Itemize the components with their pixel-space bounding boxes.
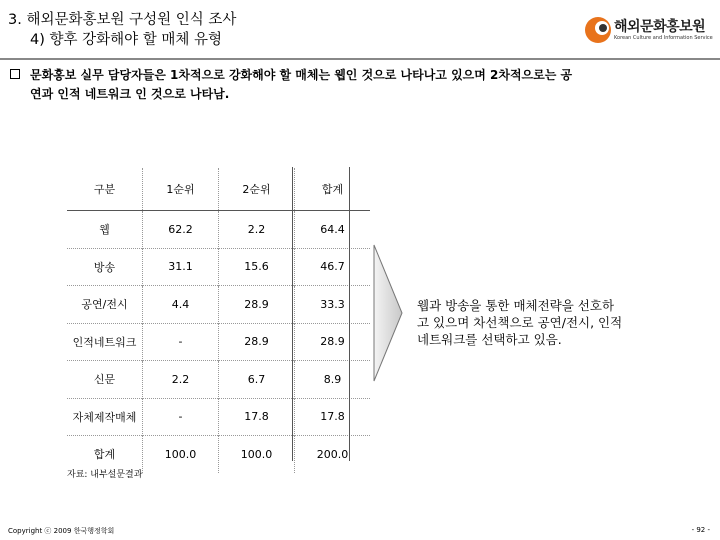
table-cell: 28.9: [219, 286, 295, 324]
row-label: 합계: [67, 436, 143, 473]
bullet-line-2: 연과 인적 네트워크 인 것으로 나타남.: [30, 87, 230, 101]
media-priority-table: [67, 168, 370, 473]
table-cell: 15.6: [219, 248, 295, 286]
title-line-1: 3. 해외문화홍보원 구성원 인식 조사: [8, 12, 237, 28]
table-cell: 17.8: [295, 398, 371, 436]
table-cell: 2.2: [143, 361, 219, 399]
logo-name: 해외문화홍보원: [614, 19, 706, 35]
table-row: [67, 361, 370, 399]
checkbox-bullet-icon: [10, 69, 20, 79]
table-cell: 2.2: [219, 211, 295, 249]
row-label: 신문: [67, 361, 143, 399]
arrow-right-icon: [372, 243, 404, 383]
table-cell: 31.1: [143, 248, 219, 286]
table-cell: 64.4: [295, 211, 371, 249]
conclusion-line-2: 고 있으며 차선책으로 공연/전시, 인적: [417, 315, 623, 330]
row-label: 인적네트워크: [67, 323, 143, 361]
table-row: [67, 323, 370, 361]
source-note: 자료: 내부설문결과: [67, 470, 143, 480]
copyright: Copyright ⓒ 2009 한국행정학회: [8, 527, 115, 535]
row-label: 자체제작매체: [67, 398, 143, 436]
table-cell: 28.9: [219, 323, 295, 361]
header-cell: 구분: [67, 168, 143, 211]
table-row: [67, 211, 370, 249]
table-cell: -: [143, 398, 219, 436]
table-row: [67, 398, 370, 436]
logo-mark-icon: [584, 16, 612, 44]
table-cell: 8.9: [295, 361, 371, 399]
table-row: [67, 286, 370, 324]
table-header-row: [67, 168, 370, 211]
bullet-line-1: 문화홍보 실무 담당자들은 1차적으로 강화해야 할 매체는 웹인 것으로 나타나고 있으며 2차적으로는 공: [30, 68, 573, 82]
table-cell: 17.8: [219, 398, 295, 436]
table-cell: 100.0: [219, 436, 295, 473]
row-label: 공연/전시: [67, 286, 143, 324]
table-cell: 4.4: [143, 286, 219, 324]
table-cell: -: [143, 323, 219, 361]
header-cell: 합계: [295, 168, 371, 211]
conclusion-line-3: 네트워크를 선택하고 있음.: [417, 332, 562, 347]
conclusion-text: [417, 297, 667, 348]
page-title: [8, 10, 236, 50]
summary-bullet: [30, 66, 690, 104]
logo-subtitle: Korean Culture and Information Service: [614, 35, 713, 41]
title-line-2: 4) 향후 강화해야 할 매체 유형: [30, 32, 223, 48]
table-cell: 62.2: [143, 211, 219, 249]
row-label: 방송: [67, 248, 143, 286]
table-cell: 100.0: [143, 436, 219, 473]
table-cell: 33.3: [295, 286, 371, 324]
header-cell: 1순위: [143, 168, 219, 211]
header-cell: 2순위: [219, 168, 295, 211]
table-row: [67, 248, 370, 286]
table-cell: 28.9: [295, 323, 371, 361]
header-divider: [0, 58, 720, 60]
row-label: 웹: [67, 211, 143, 249]
table-cell: 46.7: [295, 248, 371, 286]
kocis-logo: [584, 14, 712, 50]
conclusion-line-1: 웹과 방송을 통한 매체전략을 선호하: [417, 298, 615, 313]
table-cell: 200.0: [295, 436, 371, 473]
page-number: - 92 -: [691, 526, 710, 534]
table-cell: 6.7: [219, 361, 295, 399]
